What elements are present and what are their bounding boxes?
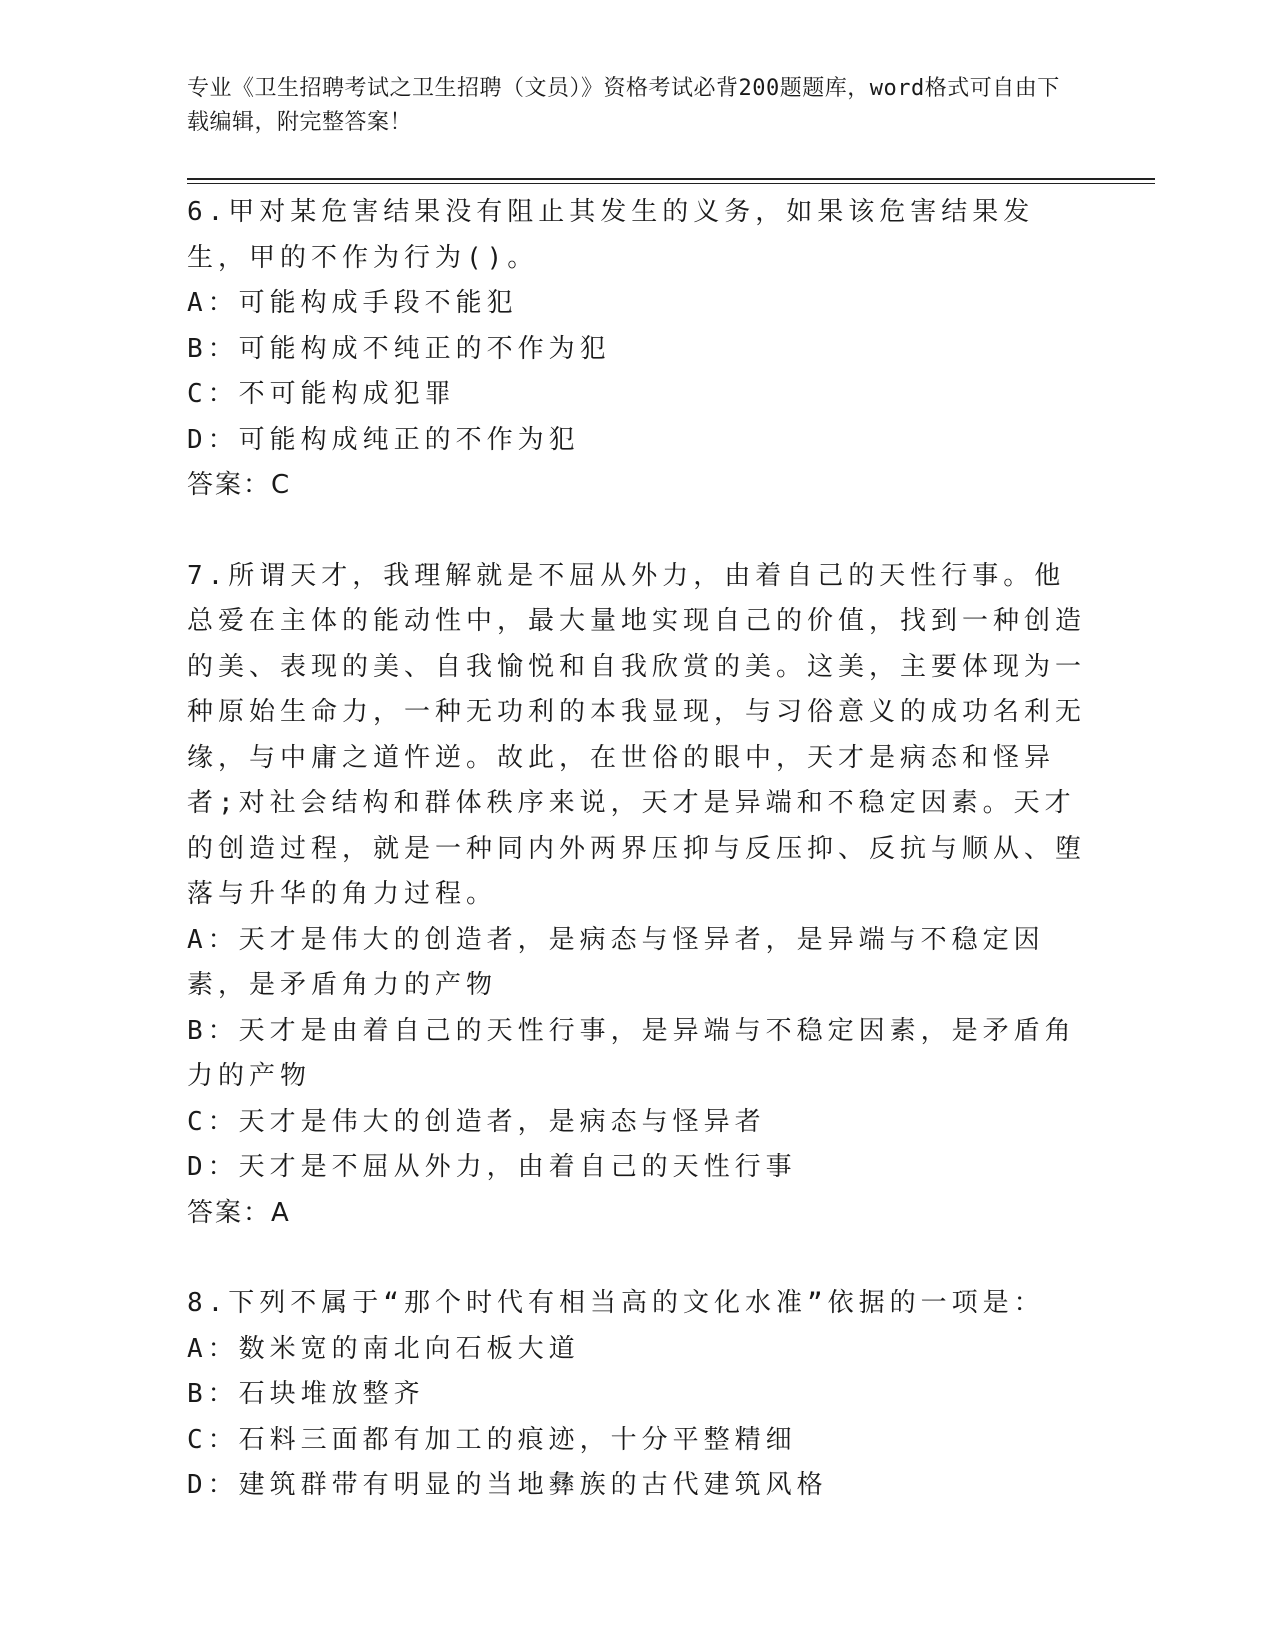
option-a: A：数米宽的南北向石板大道	[187, 1333, 580, 1364]
option-a: A：可能构成手段不能犯	[187, 288, 518, 318]
question-7	[187, 554, 1087, 1237]
option-b: B：可能构成不纯正的不作为犯	[187, 333, 611, 364]
document-title: 专业《卫生招聘考试之卫生招聘（文员）》资格考试必背200题题库，word格式可自由下载编辑，附完整答案！	[187, 76, 1060, 135]
question-stem: 6.甲对某危害结果没有阻止其发生的义务，如果该危害结果发生，甲的不作为行为()。	[187, 197, 1035, 273]
question-6	[187, 190, 1087, 509]
option-c: C：不可能构成犯罪	[187, 379, 456, 409]
question-stem: 8.下列不属于“那个时代有相当高的文化水准”依据的一项是：	[187, 1288, 1045, 1318]
option-d: D：天才是不屈从外力，由着自己的天性行事	[187, 1152, 797, 1182]
option-b: B：石块堆放整齐	[187, 1379, 425, 1409]
document-header	[187, 72, 1067, 140]
answer: 答案：A	[187, 1197, 291, 1228]
option-b: B：天才是由着自己的天性行事，是异端与不稳定因素，是矛盾角力的产物	[187, 1015, 1076, 1091]
header-divider-thick	[187, 178, 1155, 180]
question-list	[187, 190, 1087, 1509]
header-divider-thin	[187, 183, 1155, 184]
option-c: C：石料三面都有加工的痕迹，十分平整精细	[187, 1424, 797, 1455]
option-c: C：天才是伟大的创造者，是病态与怪异者	[187, 1106, 766, 1137]
question-stem: 7.所谓天才，我理解就是不屈从外力，由着自己的天性行事。他总爱在主体的能动性中，最大量地实现自己的价值，找到一种创造的美、表现的美、自我愉悦和自我欣赏的美。这美，主要体现为一种原始生命力，一种无功利的本我显现，与习俗意义的成功名利无缘，与中庸之道忤逆。故此，在世俗的眼中，天才是病态和怪异者;对社会结构和群体秩序来说，天才是异端和不稳定因素。天才的创造过程，就是一种同内外两界压抑与反压抑、反抗与顺从、堕落与升华的角力过程。	[187, 560, 1087, 909]
answer: 答案：C	[187, 470, 292, 500]
question-8	[187, 1281, 1087, 1509]
option-d: D：可能构成纯正的不作为犯	[187, 424, 580, 455]
option-d: D：建筑群带有明显的当地彝族的古代建筑风格	[187, 1470, 828, 1500]
option-a: A：天才是伟大的创造者，是病态与怪异者，是异端与不稳定因素，是矛盾角力的产物	[187, 924, 1045, 1000]
